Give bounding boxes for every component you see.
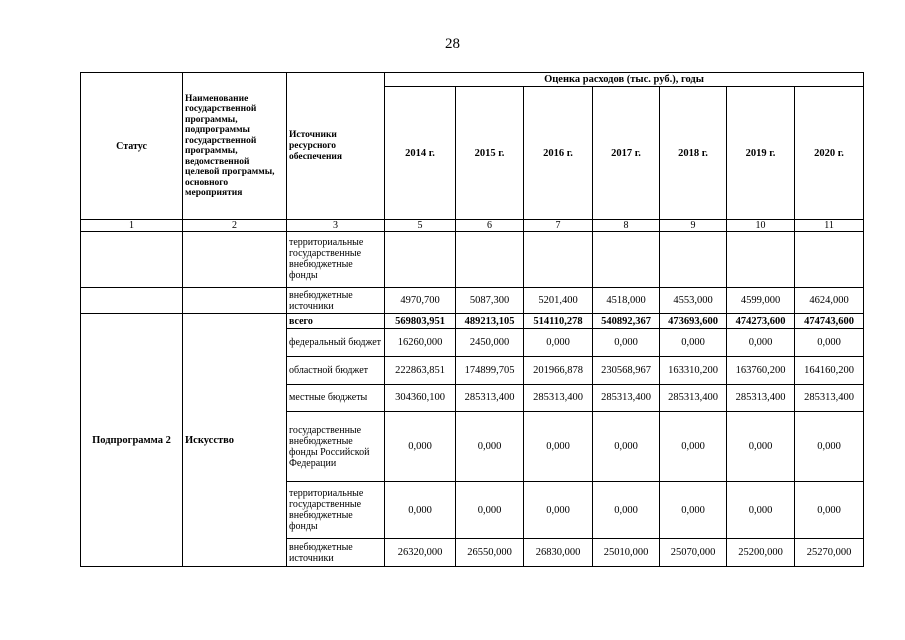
value-cell xyxy=(727,232,795,288)
value-cell: 25270,000 xyxy=(795,539,864,567)
subprogram-name: Искусство xyxy=(183,314,287,567)
value-cell: 0,000 xyxy=(795,412,864,482)
value-cell: 4624,000 xyxy=(795,287,864,314)
value-cell: 285313,400 xyxy=(727,384,795,412)
value-cell xyxy=(795,232,864,288)
value-cell: 304360,100 xyxy=(385,384,456,412)
value-cell: 514110,278 xyxy=(524,314,593,328)
table-row xyxy=(81,287,864,314)
value-cell: 0,000 xyxy=(593,412,660,482)
value-cell: 285313,400 xyxy=(456,384,524,412)
name-cell xyxy=(183,232,287,288)
column-number: 3 xyxy=(287,220,385,232)
header-status: Статус xyxy=(81,73,183,220)
value-cell: 0,000 xyxy=(795,328,864,356)
table-header xyxy=(81,73,864,232)
value-cell: 285313,400 xyxy=(524,384,593,412)
value-cell: 4599,000 xyxy=(727,287,795,314)
source-cell: территориальные государственные внебюджетные фонды xyxy=(287,232,385,288)
header-year: 2016 г. xyxy=(524,87,593,220)
value-cell: 25070,000 xyxy=(660,539,727,567)
name-cell xyxy=(183,287,287,314)
value-cell: 26320,000 xyxy=(385,539,456,567)
value-cell xyxy=(660,232,727,288)
value-cell: 0,000 xyxy=(593,328,660,356)
value-cell: 0,000 xyxy=(660,328,727,356)
header-year: 2020 г. xyxy=(795,87,864,220)
value-cell xyxy=(593,232,660,288)
source-cell: федеральный бюджет xyxy=(287,328,385,356)
value-cell: 174899,705 xyxy=(456,356,524,384)
value-cell: 0,000 xyxy=(385,482,456,539)
header-year: 2017 г. xyxy=(593,87,660,220)
value-cell: 569803,951 xyxy=(385,314,456,328)
header-name: Наименование государственной программы, подпрограммы государственной программы, ведомственной целевой программы, основного мероприятия xyxy=(183,73,287,220)
value-cell: 285313,400 xyxy=(593,384,660,412)
column-number: 11 xyxy=(795,220,864,232)
value-cell: 0,000 xyxy=(727,412,795,482)
value-cell: 0,000 xyxy=(456,482,524,539)
source-cell: государственные внебюджетные фонды Российской Федерации xyxy=(287,412,385,482)
column-number: 1 xyxy=(81,220,183,232)
status-cell xyxy=(81,232,183,288)
value-cell: 0,000 xyxy=(524,412,593,482)
header-estimate: Оценка расходов (тыс. руб.), годы xyxy=(385,73,864,87)
value-cell: 0,000 xyxy=(727,328,795,356)
value-cell: 5201,400 xyxy=(524,287,593,314)
value-cell: 26550,000 xyxy=(456,539,524,567)
value-cell: 4518,000 xyxy=(593,287,660,314)
value-cell: 489213,105 xyxy=(456,314,524,328)
header-year: 2019 г. xyxy=(727,87,795,220)
value-cell: 16260,000 xyxy=(385,328,456,356)
table-row xyxy=(81,314,864,328)
value-cell: 0,000 xyxy=(660,412,727,482)
source-cell: областной бюджет xyxy=(287,356,385,384)
page-number: 28 xyxy=(445,36,460,52)
value-cell: 474743,600 xyxy=(795,314,864,328)
column-number: 8 xyxy=(593,220,660,232)
subprogram-status: Подпрограмма 2 xyxy=(81,314,183,567)
value-cell: 285313,400 xyxy=(795,384,864,412)
value-cell xyxy=(385,232,456,288)
value-cell: 0,000 xyxy=(727,482,795,539)
source-cell: всего xyxy=(287,314,385,328)
header-year: 2015 г. xyxy=(456,87,524,220)
value-cell: 540892,367 xyxy=(593,314,660,328)
column-number: 5 xyxy=(385,220,456,232)
value-cell: 164160,200 xyxy=(795,356,864,384)
column-number: 9 xyxy=(660,220,727,232)
column-number: 7 xyxy=(524,220,593,232)
column-number: 2 xyxy=(183,220,287,232)
value-cell: 0,000 xyxy=(524,328,593,356)
value-cell: 5087,300 xyxy=(456,287,524,314)
status-cell xyxy=(81,287,183,314)
value-cell: 201966,878 xyxy=(524,356,593,384)
value-cell: 0,000 xyxy=(593,482,660,539)
table-row xyxy=(81,232,864,288)
value-cell: 4553,000 xyxy=(660,287,727,314)
budget-table xyxy=(80,72,864,567)
value-cell: 2450,000 xyxy=(456,328,524,356)
value-cell: 163310,200 xyxy=(660,356,727,384)
column-number: 10 xyxy=(727,220,795,232)
value-cell: 0,000 xyxy=(524,482,593,539)
value-cell xyxy=(456,232,524,288)
value-cell: 230568,967 xyxy=(593,356,660,384)
value-cell: 473693,600 xyxy=(660,314,727,328)
value-cell: 285313,400 xyxy=(660,384,727,412)
source-cell: внебюджетные источники xyxy=(287,287,385,314)
value-cell: 25010,000 xyxy=(593,539,660,567)
value-cell: 0,000 xyxy=(795,482,864,539)
value-cell: 26830,000 xyxy=(524,539,593,567)
value-cell: 4970,700 xyxy=(385,287,456,314)
value-cell: 222863,851 xyxy=(385,356,456,384)
value-cell: 25200,000 xyxy=(727,539,795,567)
value-cell: 474273,600 xyxy=(727,314,795,328)
header-sources: Источники ресурсного обеспечения xyxy=(287,73,385,220)
column-numbers-row xyxy=(81,220,864,232)
column-number: 6 xyxy=(456,220,524,232)
source-cell: местные бюджеты xyxy=(287,384,385,412)
value-cell: 0,000 xyxy=(385,412,456,482)
table-body xyxy=(81,232,864,567)
value-cell: 0,000 xyxy=(660,482,727,539)
source-cell: внебюджетные источники xyxy=(287,539,385,567)
value-cell: 0,000 xyxy=(456,412,524,482)
source-cell: территориальные государственные внебюджетные фонды xyxy=(287,482,385,539)
value-cell xyxy=(524,232,593,288)
header-year: 2018 г. xyxy=(660,87,727,220)
header-year: 2014 г. xyxy=(385,87,456,220)
value-cell: 163760,200 xyxy=(727,356,795,384)
